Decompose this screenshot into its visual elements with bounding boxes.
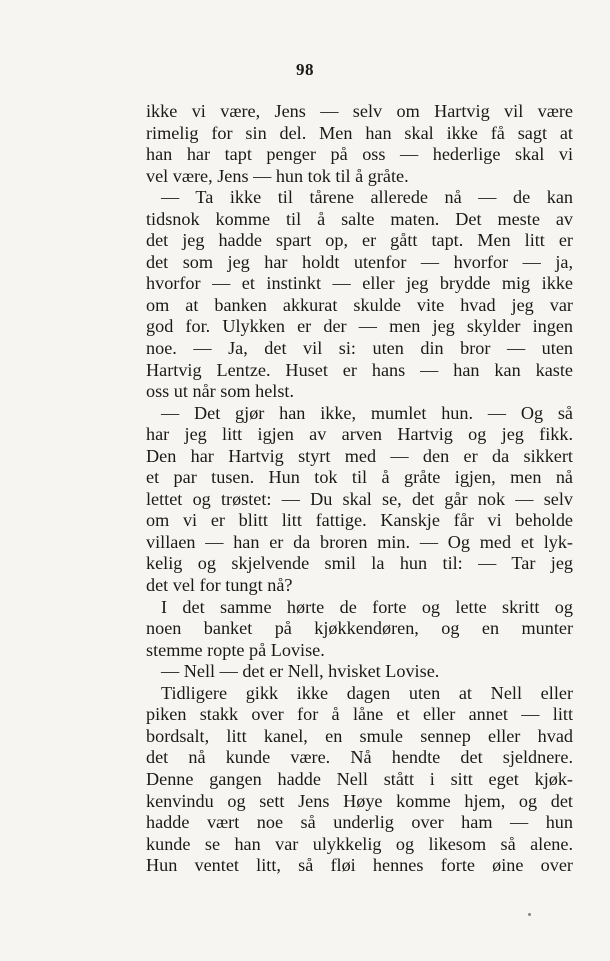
text-line: Den har Hartvig styrt med — den er da sikkert xyxy=(146,445,573,466)
text-line: god for. Ulykken er der — men jeg skylder ingen xyxy=(146,316,573,337)
text-line: rimelig for sin del. Men han skal ikke få sagt at xyxy=(146,122,573,143)
text-line: om vi er blitt litt fattige. Kanskje får vi beholde xyxy=(146,510,573,531)
text-line: piken stakk over for å låne et eller annet — litt xyxy=(146,704,573,725)
body-text xyxy=(146,101,573,877)
page-number: 98 xyxy=(296,60,314,79)
text-line: bordsalt, litt kanel, en smule sennep eller hvad xyxy=(146,725,573,746)
text-line: — Nell — det er Nell, hvisket Lovise. xyxy=(161,661,440,682)
text-line: oss ut når som helst. xyxy=(146,381,295,402)
text-line: Hun ventet litt, så fløi hennes forte øine over xyxy=(146,855,573,876)
text-line: I det samme hørte de forte og lette skritt og xyxy=(161,596,573,617)
text-line: Denne gangen hadde Nell stått i sitt eget kjøk- xyxy=(146,768,573,789)
text-line: stemme ropte på Lovise. xyxy=(146,639,325,660)
text-line: Tidligere gikk ikke dagen uten at Nell eller xyxy=(161,682,573,703)
text-line: vel være, Jens — hun tok til å gråte. xyxy=(146,165,409,186)
text-line: det jeg hadde spart op, er gått tapt. Men litt er xyxy=(146,230,573,251)
text-line: hvorfor — et instinkt — eller jeg brydde mig ikke xyxy=(146,273,573,294)
text-line: han har tapt penger på oss — hederlige skal vi xyxy=(146,144,573,165)
text-line: det som jeg har holdt utenfor — hvorfor — ja, xyxy=(146,251,573,272)
paper-speck xyxy=(528,913,531,916)
text-line: kelig og skjelvende smil la hun til: — Tar jeg xyxy=(146,553,573,574)
text-line: tidsnok komme til å salte maten. Det meste av xyxy=(146,208,573,229)
text-line: kenvindu og sett Jens Høye komme hjem, og det xyxy=(146,790,573,811)
text-line: har jeg litt igjen av arven Hartvig og jeg fikk. xyxy=(146,424,573,445)
text-line: noen banket på kjøkkendøren, og en munter xyxy=(146,618,573,639)
text-line: — Ta ikke til tårene allerede nå — de kan xyxy=(161,187,573,208)
text-line: det vel for tungt nå? xyxy=(146,575,293,596)
text-line: ikke vi være, Jens — selv om Hartvig vil være xyxy=(146,101,573,121)
text-line: kunde se han var ulykkelig og likesom så alene. xyxy=(146,833,573,854)
text-line: hadde vært noe så underlig over ham — hun xyxy=(146,812,573,833)
text-line: Hartvig Lentze. Huset er hans — han kan kaste xyxy=(146,359,573,380)
text-line: om at banken akkurat skulde vite hvad jeg var xyxy=(146,294,573,315)
text-line: — Det gjør han ikke, mumlet hun. — Og så xyxy=(161,402,573,423)
text-line: et par tusen. Hun tok til å gråte igjen, men nå xyxy=(146,467,573,488)
text-line: noe. — Ja, det vil si: uten din bror — uten xyxy=(146,338,573,359)
text-line: lettet og trøstet: — Du skal se, det går nok — selv xyxy=(146,488,573,509)
text-line: det nå kunde være. Nå hendte det sjeldnere. xyxy=(146,747,573,768)
text-line: villaen — han er da broren min. — Og med et lyk- xyxy=(146,531,573,552)
